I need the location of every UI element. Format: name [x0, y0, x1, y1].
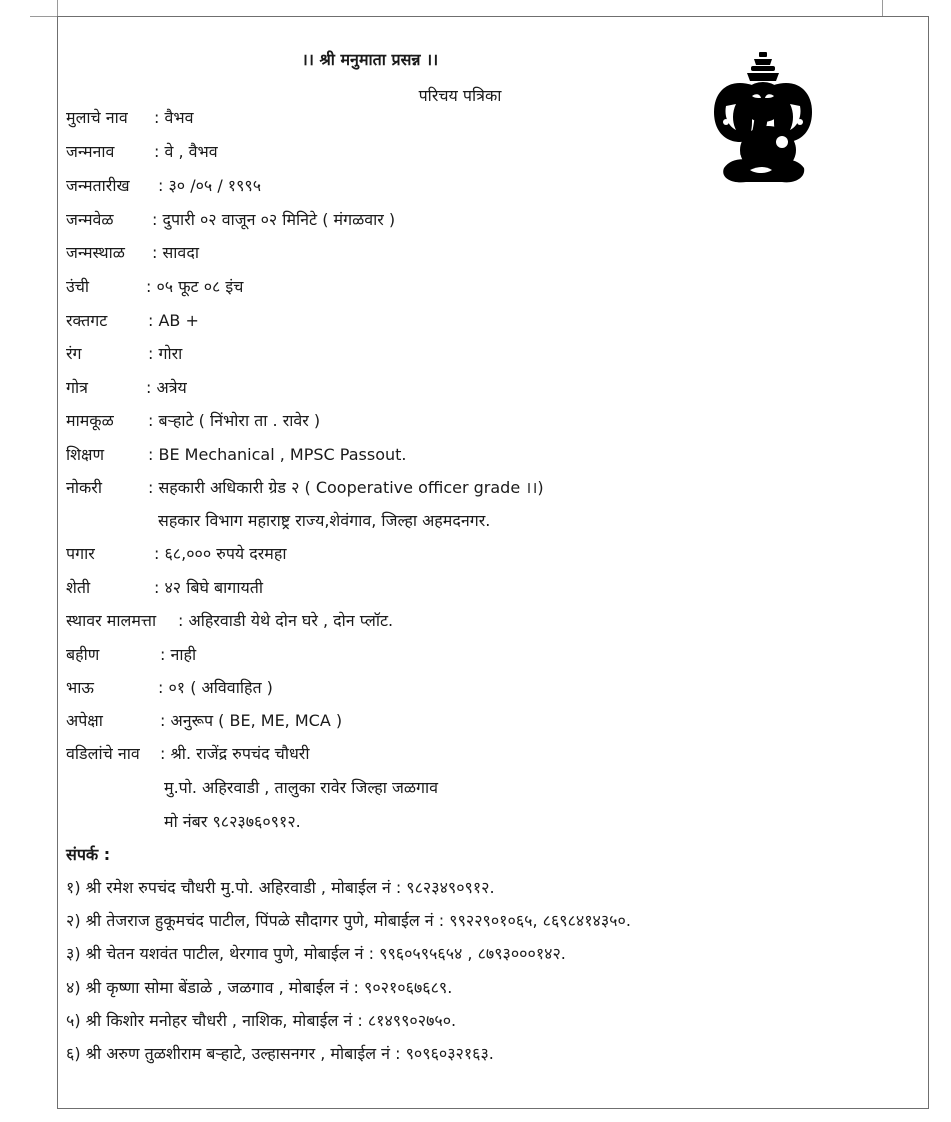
detail-value: सहकार विभाग महाराष्ट्र राज्य,शेवंगाव, जिल्हा अहमदनगर.: [158, 511, 491, 530]
detail-value: : अनुरूप ( BE, ME, MCA ): [160, 711, 343, 730]
detail-value: : AB +: [148, 311, 199, 330]
document-subheading: परिचय पत्रिका: [418, 86, 502, 105]
detail-label: जन्मतारीख: [66, 176, 130, 195]
contact-item: १) श्री रमेश रुपचंद चौधरी मु.पो. अहिरवाडी , मोबाईल नं : ९८२३४९०९१२.: [66, 878, 495, 897]
contact-item: ५) श्री किशोर मनोहर चौधरी , नाशिक, मोबाईल नं : ८१४९९०२७५०.: [66, 1011, 457, 1030]
detail-label: उंची: [66, 277, 90, 296]
detail-label: रक्तगट: [66, 311, 108, 330]
detail-label: भाऊ: [66, 678, 94, 697]
contact-item: २) श्री तेजराज हुकूमचंद पाटील, पिंपळे सौदागर पुणे, मोबाईल नं : ९९२२९०१०६५, ८६९८४१४३५०.: [66, 911, 631, 930]
ganesha-icon: [710, 50, 816, 186]
contact-item: ३) श्री चेतन यशवंत पाटील, थेरगाव पुणे, मोबाईल नं : ९९६०५९५६५४ , ८७९३०००१४२.: [66, 944, 566, 963]
contact-item: ६) श्री अरुण तुळशीराम बऱ्हाटे, उल्हासनगर , मोबाईल नं : ९०९६०३२१६३.: [66, 1044, 494, 1063]
detail-value: : सावदा: [152, 243, 199, 262]
detail-label: अपेक्षा: [66, 711, 103, 730]
detail-label: जन्मनाव: [66, 142, 115, 161]
detail-label: नोकरी: [66, 478, 103, 497]
detail-label: शेती: [66, 578, 91, 597]
detail-label: मामकूळ: [66, 411, 114, 430]
detail-value: : वे , वैभव: [154, 142, 218, 161]
contacts-heading: संपर्क :: [66, 845, 111, 864]
detail-label: मुलाचे नाव: [66, 108, 128, 127]
detail-value: : अत्रेय: [146, 378, 187, 397]
detail-value: : ३० /०५ / १९९५: [158, 176, 262, 195]
document-heading: ।। श्री मनुमाता प्रसन्न ।।: [301, 50, 439, 69]
detail-label: स्थावर मालमत्ता: [66, 611, 157, 630]
detail-value: मो नंबर ९८२३७६०९१२.: [164, 812, 301, 831]
detail-label: गोत्र: [66, 378, 88, 397]
detail-label: पगार: [66, 544, 95, 563]
detail-value: : अहिरवाडी येथे दोन घरे , दोन प्लॉट.: [178, 611, 394, 630]
detail-value: : ०५ फूट ०८ इंच: [146, 277, 244, 296]
detail-label: रंग: [66, 344, 82, 363]
detail-label: जन्मवेळ: [66, 210, 114, 229]
detail-value: : श्री. राजेंद्र रुपचंद चौधरी: [160, 744, 310, 763]
detail-value: : ६८,००० रुपये दरमहा: [154, 544, 287, 563]
crop-line-top-left: [30, 16, 58, 17]
detail-label: शिक्षण: [66, 445, 105, 464]
detail-value: : ०१ ( अविवाहित ): [158, 678, 273, 697]
detail-label: जन्मस्थाळ: [66, 243, 125, 262]
detail-value: : गोरा: [148, 344, 183, 363]
crop-line-left: [57, 0, 58, 16]
detail-label: वडिलांचे नाव: [66, 744, 140, 763]
detail-value: : सहकारी अधिकारी ग्रेड २ ( Cooperative officer grade ।।): [148, 478, 544, 497]
detail-value: : दुपारी ०२ वाजून ०२ मिनिटे ( मंगळवार ): [152, 210, 396, 229]
contact-item: ४) श्री कृष्णा सोमा बेंडाळे , जळगाव , मोबाईल नं : ९०२१०६७६८९.: [66, 978, 453, 997]
detail-value: : नाही: [160, 645, 197, 664]
detail-value: : बऱ्हाटे ( निंभोरा ता . रावेर ): [148, 411, 321, 430]
detail-label: बहीण: [66, 645, 100, 664]
detail-value: मु.पो. अहिरवाडी , तालुका रावेर जिल्हा जळगाव: [164, 778, 439, 797]
crop-line-right: [882, 0, 883, 16]
detail-value: : BE Mechanical , MPSC Passout.: [148, 445, 407, 464]
detail-value: : वैभव: [154, 108, 194, 127]
detail-value: : ४२ बिघे बागायती: [154, 578, 264, 597]
